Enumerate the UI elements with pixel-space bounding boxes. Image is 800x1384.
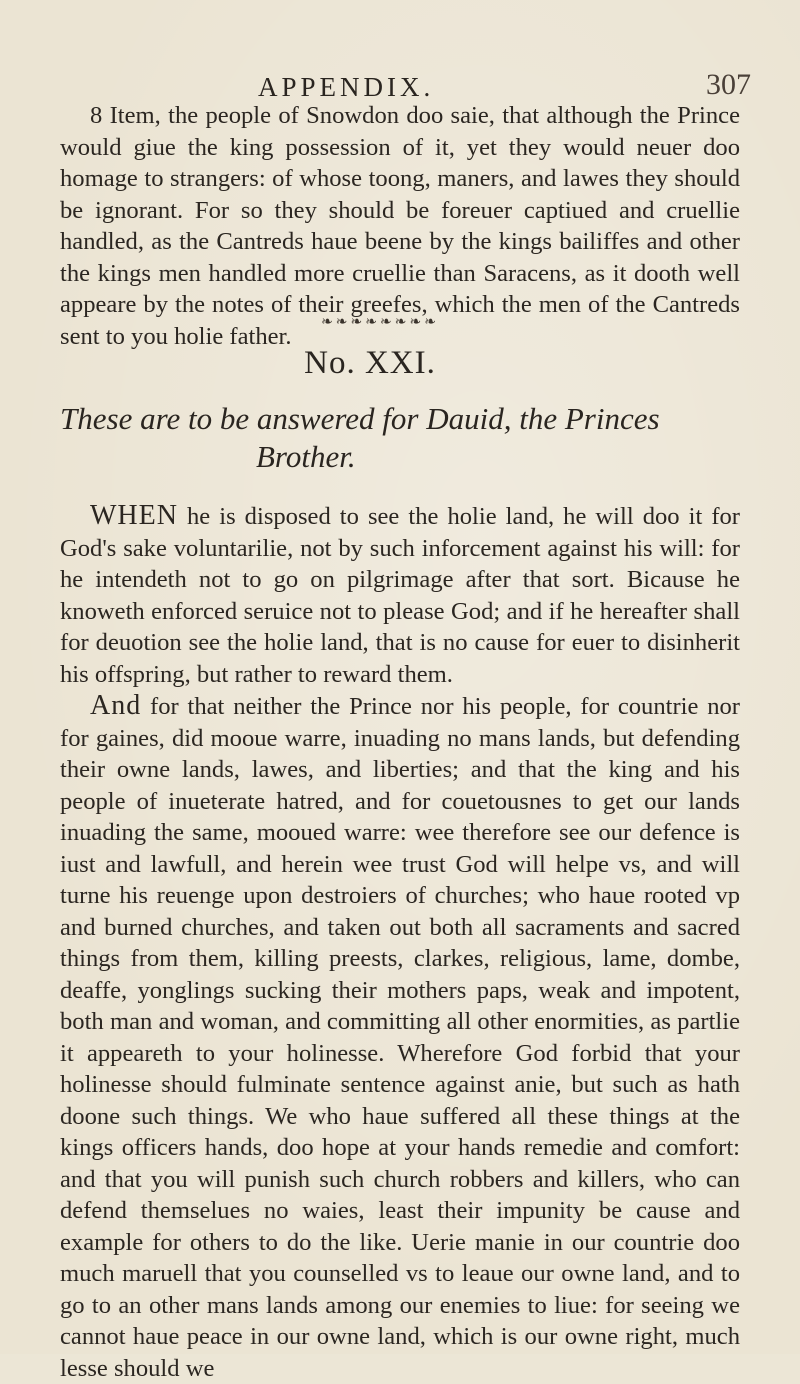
running-head: APPENDIX. xyxy=(258,72,435,102)
page-header xyxy=(0,62,800,102)
page-number: 307 xyxy=(706,68,751,101)
section-heading xyxy=(0,345,800,382)
section-number: No. XXI. xyxy=(304,345,436,381)
subtitle-line-1: These are to be answered for Dauid, the Princes xyxy=(60,401,660,436)
and-paragraph xyxy=(60,690,740,1384)
main-text-block xyxy=(60,500,740,1384)
ornament-divider xyxy=(0,311,800,330)
and-lead-word: And xyxy=(90,690,142,721)
section-subtitle xyxy=(60,400,740,476)
when-lead-word: WHEN xyxy=(90,500,178,531)
fleuron-ornament-icon: ❧❧❧❧❧❧❧❧ xyxy=(321,314,439,330)
when-paragraph xyxy=(60,500,740,690)
subtitle-line-2: Brother. xyxy=(256,439,356,474)
item-paragraph: 8 Item, the people of Snowdon doo saie, that although the Prince would giue the king possession of it, yet they would neuer doo homage to strangers: of whose toong, maners, and lawes they should be ignorant. For so they should be foreuer captiued and cruellie handled, as the Cantreds haue beene by the kings bailiffes and other the kings men handled more cruellie than Saracens, as it dooth well appeare by the notes of their greefes, which the men of the Cantreds sent to you holie father. xyxy=(60,102,740,350)
when-paragraph-text: he is disposed to see the holie land, he will doo it for God's sake voluntarilie, not by such inforcement against his will: for he intendeth not to go on pilgrimage after that sort. Bicause he knoweth enforced seruice not to please God; and if he hereafter shall for deuotion see the holie land, that is no cause for euer to disinherit his offspring, but rather to reward them. xyxy=(60,503,740,688)
and-paragraph-text: for that neither the Prince nor his people, for countrie nor for gaines, did mooue warre, inuading no mans lands, but defending their owne lands, lawes, and liberties; and that the king and his people of inueterate hatred, and for couetousnes to get our lands inuading the same, mooued warre: wee therefore see our defence is iust and lawfull, and herein wee trust God will helpe vs, and will turne his reuenge upon destroiers of churches; who haue rooted vp and burned churches, and taken out both all sacraments and sacred things from them, killing preests, clarkes, religious, lame, dombe, deaffe, yonglings sucking their mothers paps, weak and impotent, both man and woman, and committing all other enormities, as partlie it appeareth to your holinesse. Wherefore God forbid that your holinesse should fulminate sentence against anie, but such as hath doone such things. We who haue suffered all these things at the kings officers hands, doo hope at your hands remedie and comfort: and that you will punish such church robbers and killers, who can defend themselues no waies, least their impunity be cause and example for others to do the like. Uerie manie in our countrie doo much maruell that you counselled vs to leaue our owne land, and to go to an other mans lands among our enemies to liue: for seeing we cannot haue peace in our owne land, which is our owne right, much lesse should we xyxy=(60,693,740,1382)
